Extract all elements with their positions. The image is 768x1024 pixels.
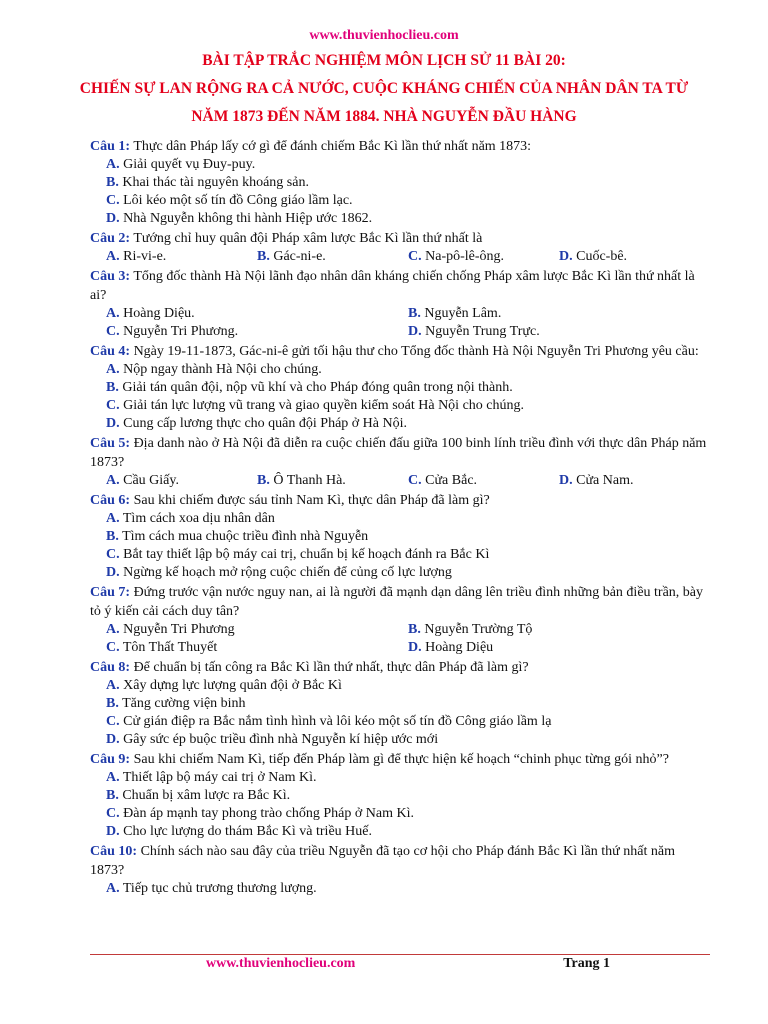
answer-option-c[interactable] [106, 640, 217, 655]
option-letter: C. [106, 640, 120, 655]
answer-option-a[interactable] [106, 473, 179, 488]
answer-option-a[interactable] [106, 157, 255, 172]
question-9 [90, 750, 710, 841]
option-letter: D. [559, 249, 573, 264]
option-text: Gây sức ép buộc triều đình nhà Nguyễn kí hiệp ước mới [123, 732, 439, 747]
question-stem [90, 583, 710, 621]
answer-option-d[interactable] [559, 473, 633, 488]
option-text: Na-pô-lê-ông. [425, 249, 505, 264]
answer-option-d[interactable] [106, 211, 372, 226]
question-label: Câu 4: [90, 344, 131, 359]
question-2 [90, 229, 710, 266]
option-text: Cuốc-bê. [576, 249, 628, 264]
question-8 [90, 658, 710, 749]
option-letter: B. [257, 473, 270, 488]
option-letter: D. [106, 565, 120, 580]
header-site-link[interactable]: www.thuvienhoclieu.com [309, 28, 459, 43]
option-text: Cầu Giấy. [123, 473, 179, 488]
question-text: Để chuẩn bị tấn công ra Bắc Kì lần thứ nhất, thực dân Pháp đã làm gì? [133, 660, 529, 675]
question-stem [90, 750, 710, 769]
option-letter: A. [106, 678, 120, 693]
option-letter: A. [106, 473, 120, 488]
answer-option-b[interactable] [106, 696, 246, 711]
answer-option-b[interactable] [257, 473, 346, 488]
answer-option-c[interactable] [408, 249, 504, 264]
question-text: Tướng chỉ huy quân đội Pháp xâm lược Bắc Kì lần thứ nhất là [133, 231, 483, 246]
question-1 [90, 137, 710, 228]
question-stem [90, 229, 710, 248]
question-label: Câu 5: [90, 436, 131, 451]
option-letter: D. [408, 640, 422, 655]
answer-option-c[interactable] [106, 193, 353, 208]
answer-option-a[interactable] [106, 622, 235, 637]
answer-option-c[interactable] [408, 473, 477, 488]
question-stem [90, 842, 710, 880]
option-text: Giải tán lực lượng vũ trang và giao quyền kiểm soát Hà Nội cho chúng. [123, 398, 524, 413]
option-text: Tăng cường viện binh [122, 696, 246, 711]
question-text: Ngày 19-11-1873, Gác-ni-ê gửi tối hậu thư cho Tổng đốc thành Hà Nội Nguyễn Tri Phương yêu cầu: [133, 344, 699, 359]
answer-option-c[interactable] [106, 547, 489, 562]
option-text: Chuẩn bị xâm lược ra Bắc Kì. [122, 788, 291, 803]
option-letter: D. [106, 732, 120, 747]
question-label: Câu 10: [90, 844, 138, 859]
option-text: Cửa Bắc. [425, 473, 478, 488]
answer-option-a[interactable] [106, 362, 322, 377]
option-text: Nguyễn Trung Trực. [425, 324, 540, 339]
option-text: Ri-vi-e. [123, 249, 167, 264]
answer-option-b[interactable] [257, 249, 326, 264]
question-label: Câu 3: [90, 269, 131, 284]
question-text: Thực dân Pháp lấy cớ gì để đánh chiếm Bắc Kì lần thứ nhất năm 1873: [133, 139, 532, 154]
footer-divider [90, 954, 710, 955]
option-text: Nộp ngay thành Hà Nội cho chúng. [123, 362, 322, 377]
option-text: Khai thác tài nguyên khoáng sản. [122, 175, 309, 190]
question-label: Câu 7: [90, 585, 131, 600]
option-letter: A. [106, 306, 120, 321]
answer-option-d[interactable] [106, 732, 438, 747]
option-letter: B. [106, 175, 119, 190]
option-text: Nguyễn Tri Phương. [123, 324, 239, 339]
answer-option-b[interactable] [106, 788, 290, 803]
answer-option-b[interactable] [408, 306, 501, 321]
option-letter: A. [106, 770, 120, 785]
page-number: Trang 1 [563, 956, 610, 971]
answer-option-a[interactable] [106, 306, 195, 321]
option-letter: B. [106, 788, 119, 803]
option-letter: A. [106, 511, 120, 526]
answer-option-b[interactable] [106, 380, 513, 395]
option-text: Gác-ni-e. [273, 249, 326, 264]
question-5 [90, 434, 710, 490]
option-text: Giải tán quân đội, nộp vũ khí và cho Pháp đóng quân trong nội thành. [122, 380, 513, 395]
option-text: Giải quyết vụ Đuy-puy. [123, 157, 256, 172]
option-letter: A. [106, 362, 120, 377]
question-label: Câu 8: [90, 660, 131, 675]
question-label: Câu 6: [90, 493, 131, 508]
answer-option-a[interactable] [106, 678, 342, 693]
option-text: Cửa Nam. [576, 473, 634, 488]
option-text: Hoàng Diệu [425, 640, 494, 655]
option-text: Nhà Nguyễn không thi hành Hiệp ước 1862. [123, 211, 373, 226]
answer-option-a[interactable] [106, 770, 317, 785]
question-text: Sau khi chiếm Nam Kì, tiếp đến Pháp làm gì để thực hiện kế hoạch “chinh phục từng gói nhỏ”? [133, 752, 669, 767]
answer-option-d[interactable] [106, 565, 452, 580]
option-letter: B. [408, 306, 421, 321]
question-7 [90, 583, 710, 657]
question-stem [90, 342, 710, 361]
question-stem [90, 434, 710, 472]
option-letter: A. [106, 881, 120, 896]
answer-option-c[interactable] [106, 324, 238, 339]
option-letter: C. [106, 806, 120, 821]
question-label: Câu 9: [90, 752, 131, 767]
question-text: Sau khi chiếm được sáu tỉnh Nam Kì, thực dân Pháp đã làm gì? [133, 493, 490, 508]
question-label: Câu 2: [90, 231, 131, 246]
answer-option-c[interactable] [106, 398, 524, 413]
option-letter: C. [408, 249, 422, 264]
question-text: Đứng trước vận nước nguy nan, ai là người đã mạnh dạn dâng lên triều đình những bản điều trần, bày tỏ ý kiến cải cách duy tân? [90, 585, 704, 619]
answer-option-b[interactable] [408, 622, 532, 637]
option-text: Tiếp tục chủ trương thương lượng. [122, 881, 317, 896]
question-text: Tổng đốc thành Hà Nội lãnh đạo nhân dân kháng chiến chống Pháp xâm lược Bắc Kì lần thứ nhất là ai? [90, 269, 695, 303]
question-4 [90, 342, 710, 433]
option-letter: A. [106, 157, 120, 172]
question-10 [90, 842, 710, 898]
option-letter: C. [106, 547, 120, 562]
page-title-line-3: NĂM 1873 ĐẾN NĂM 1884. NHÀ NGUYỄN ĐẦU HÀNG [191, 108, 577, 125]
page-title-line-1: BÀI TẬP TRẮC NGHIỆM MÔN LỊCH SỬ 11 BÀI 20: [202, 52, 566, 69]
option-letter: D. [559, 473, 573, 488]
option-letter: B. [106, 696, 119, 711]
question-stem [90, 137, 710, 156]
option-letter: A. [106, 622, 120, 637]
answer-option-c[interactable] [106, 714, 551, 729]
option-letter: B. [106, 380, 119, 395]
option-text: Cho lực lượng do thám Bắc Kì và triều Huế. [123, 824, 372, 839]
option-text: Nguyễn Tri Phương [123, 622, 235, 637]
question-label: Câu 1: [90, 139, 131, 154]
question-3 [90, 267, 710, 341]
option-text: Xây dựng lực lượng quân đội ở Bắc Kì [123, 678, 342, 693]
option-letter: C. [106, 324, 120, 339]
option-letter: D. [106, 416, 120, 431]
option-letter: B. [257, 249, 270, 264]
option-text: Ô Thanh Hà. [273, 473, 346, 488]
option-letter: C. [106, 193, 120, 208]
page-title-line-2: CHIẾN SỰ LAN RỘNG RA CẢ NƯỚC, CUỘC KHÁNG CHIẾN CỦA NHÂN DÂN TA TỪ [79, 80, 689, 97]
question-6 [90, 491, 710, 582]
option-text: Cung cấp lương thực cho quân đội Pháp ở Hà Nội. [123, 416, 408, 431]
question-text: Địa danh nào ở Hà Nội đã diễn ra cuộc chiến đấu giữa 100 binh lính triều đình với thực dân Pháp năm 1873? [90, 436, 707, 470]
option-letter: C. [106, 398, 120, 413]
option-letter: C. [106, 714, 120, 729]
footer-site-link[interactable]: www.thuvienhoclieu.com [206, 956, 356, 971]
answer-option-d[interactable] [408, 640, 493, 655]
answer-option-d[interactable] [408, 324, 540, 339]
option-text: Thiết lập bộ máy cai trị ở Nam Kì. [122, 770, 317, 785]
answer-option-a[interactable] [106, 249, 166, 264]
option-text: Lôi kéo một số tín đồ Công giáo lầm lạc. [123, 193, 353, 208]
answer-option-a[interactable] [106, 881, 317, 896]
option-letter: B. [106, 529, 119, 544]
option-letter: A. [106, 249, 120, 264]
option-text: Hoàng Diệu. [123, 306, 195, 321]
answer-option-c[interactable] [106, 806, 414, 821]
option-text: Nguyễn Trường Tộ [424, 622, 533, 637]
option-letter: D. [106, 824, 120, 839]
option-letter: D. [408, 324, 422, 339]
option-letter: D. [106, 211, 120, 226]
option-text: Tìm cách mua chuộc triều đình nhà Nguyễn [122, 529, 369, 544]
option-letter: B. [408, 622, 421, 637]
page-footer [90, 954, 710, 971]
answer-option-d[interactable] [106, 824, 372, 839]
answer-option-a[interactable] [106, 511, 275, 526]
question-stem [90, 267, 710, 305]
question-text: Chính sách nào sau đây của triều Nguyễn đã tạo cơ hội cho Pháp đánh Bắc Kì lần thứ nhất năm 1873? [90, 844, 675, 878]
option-text: Tìm cách xoa dịu nhân dân [122, 511, 275, 526]
option-text: Nguyễn Lâm. [424, 306, 502, 321]
option-text: Ngừng kế hoạch mở rộng cuộc chiến để củng cố lực lượng [123, 565, 452, 580]
option-letter: C. [408, 473, 422, 488]
answer-option-d[interactable] [559, 249, 627, 264]
answer-option-b[interactable] [106, 175, 309, 190]
option-text: Đàn áp mạnh tay phong trào chống Pháp ở Nam Kì. [123, 806, 414, 821]
answer-option-d[interactable] [106, 416, 407, 431]
option-text: Tôn Thất Thuyết [122, 640, 218, 655]
option-text: Cử gián điệp ra Bắc nắm tình hình và lôi kéo một số tín đồ Công giáo lầm lạ [123, 714, 552, 729]
option-text: Bắt tay thiết lập bộ máy cai trị, chuẩn bị kế hoạch đánh ra Bắc Kì [123, 547, 490, 562]
answer-option-b[interactable] [106, 529, 368, 544]
question-stem [90, 658, 710, 677]
question-stem [90, 491, 710, 510]
question-list [90, 136, 710, 898]
